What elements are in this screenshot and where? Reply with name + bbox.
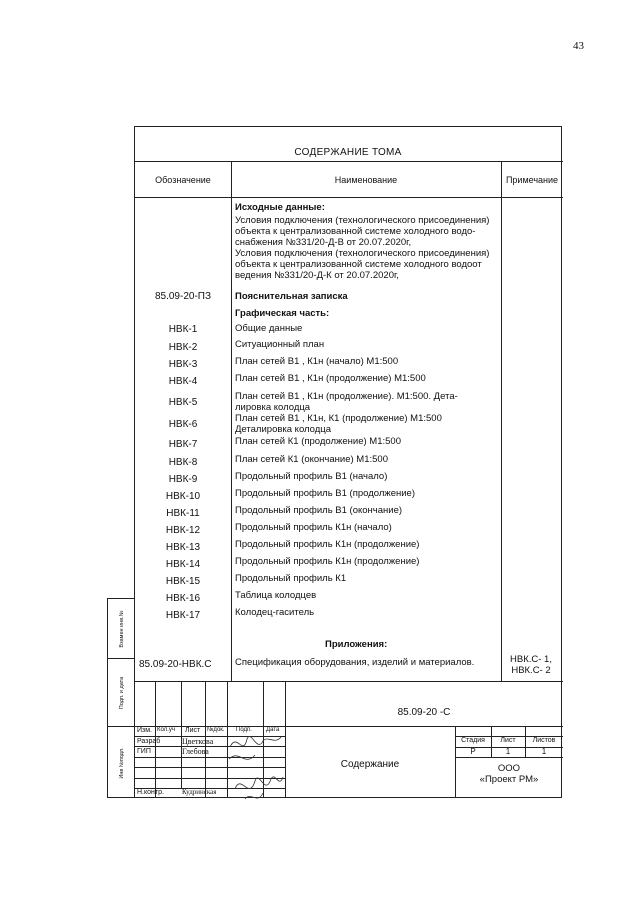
row-name: Общие данные [235,323,303,334]
col-divider-2 [501,161,502,681]
row-code: НВК-16 [165,593,201,604]
col-header-kolich: Кол.уч [157,727,175,733]
row-name: План сетей В1 , К1н (продолжение) М1:500 [235,373,426,384]
row-code: НВК-17 [165,610,201,621]
person-developer: Цветкова [182,737,214,746]
side-label-replace: Взамен инв.№ [118,609,125,648]
header-note: Примечание [505,175,559,185]
org-line-2: «Проект РМ» [479,774,539,785]
row-code: НВК-9 [168,474,198,485]
stage-label: Стадия [461,737,485,744]
sheet-value: 1 [505,747,511,756]
row-name: Продольный профиль К1н (продолжение) [235,556,420,567]
appendix-name: Спецификация оборудования, изделий и материалов. [235,657,475,668]
side-cell-replace [108,599,135,659]
row-name: Продольный профиль В1 (продолжение) [235,488,416,499]
row-name: План сетей В1 , К1н (продолжение). М1:500. Дета- [235,391,458,402]
appendix-heading: Приложения: [325,639,388,650]
stage-value: Р [470,747,476,756]
side-cell-inv [108,727,135,799]
title-block-top-line [135,681,563,682]
row-code: НВК-12 [165,525,201,536]
org-line-1: ООО [497,763,521,774]
row-name: Исходные данные: [235,202,325,213]
role-gip: ГИП [137,748,151,755]
role-norm-control: Н.контр. [137,789,164,796]
row-name: Графическая часть: [235,308,330,319]
side-cell-sign [108,659,135,727]
col-header-data: Дата [266,727,280,733]
appendix-note-1: НВК.С- 1, [510,654,552,665]
row-name: Таблица колодцев [235,590,317,601]
row-name: Продольный профиль В1 (начало) [235,471,388,482]
appendix-code: 85.09-20-НВК.С [139,659,212,670]
row-name: План сетей В1 , К1н, К1 (продолжение) М1:500 [235,413,442,424]
row-code: НВК-4 [168,376,198,387]
header-bottom-line [135,197,563,198]
row-code: НВК-6 [168,419,198,430]
row-name: Продольный профиль К1н (продолжение) [235,539,420,550]
row-code: 85.09-20-ПЗ [154,291,212,302]
row-code: НВК-2 [168,342,198,353]
side-label-inv: Инв №подл. [118,747,125,779]
page-number: 43 [573,40,584,52]
col-divider-1 [231,161,232,681]
row-name: Деталировка колодца [235,424,332,435]
signature-marks [225,727,285,807]
header-designation: Обозначение [155,175,211,185]
document-frame [134,126,562,798]
row-name: ведения №331/20-Д-К от 20.07.2020г, [235,270,399,281]
title-block-line [455,757,563,758]
row-name: объекта к централизованной системе холодного водо- [235,226,476,237]
col-header-izm: Изм. [137,727,152,734]
title-block-divider [285,681,286,798]
row-name: План сетей К1 (окончание) М1:500 [235,454,388,465]
row-name: Продольный профиль К1н (начало) [235,522,392,533]
row-code: НВК-5 [168,397,198,408]
person-norm-control: Кудринская [182,788,217,796]
row-code: НВК-11 [166,508,200,519]
row-name: План сетей В1 , К1н (начало) М1:500 [235,356,399,367]
row-name: лировка колодца [235,402,311,413]
row-name: Продольный профиль К1 [235,573,347,584]
row-name: Условия подключения (технологического присоединения) [235,248,490,259]
row-code: НВК-15 [165,576,201,587]
sheets-label: Листов [532,737,556,744]
row-name: Ситуационный план [235,339,325,350]
row-code: НВК-1 [168,324,198,335]
row-name: Условия подключения (технологического присоединения) [235,215,490,226]
sheets-value: 1 [541,747,547,756]
col-header-ndoc: №док. [207,727,225,733]
row-name: объекта к централизованной системе холодного водоот [235,259,482,270]
row-name: Колодец-гаситель [235,607,315,618]
row-name: План сетей К1 (продолжение) М1:500 [235,436,401,447]
row-code: НВК-3 [168,359,198,370]
header-top-line [135,161,563,162]
sheet-label: Лист [500,737,516,744]
role-developer: Разраб [137,738,161,745]
col-header-podp: Подп. [236,727,252,733]
row-name: снабжения №331/20-Д-В от 20.07.2020г, [235,237,412,248]
appendix-note-2: НВК.С- 2 [511,665,551,676]
row-name: Пояснительная записка [235,291,348,302]
row-code: НВК-7 [168,439,198,450]
title-block-col [181,681,182,788]
row-name: Продольный профиль В1 (окончание) [235,505,403,516]
title-block-doc-code: 85.09-20 -С [397,707,451,718]
side-strip [107,598,134,798]
sheet-title: Содержание [340,759,400,770]
header-name: Наименование [334,175,398,185]
document-title: СОДЕРЖАНИЕ ТОМА [294,147,402,158]
col-header-list: Лист [185,727,201,734]
side-label-sign: Подп. и дата [118,676,125,709]
row-code: НВК-13 [165,542,201,553]
person-gip: Глебова [182,747,209,756]
row-code: НВК-8 [168,457,198,468]
row-code: НВК-10 [165,491,201,502]
row-code: НВК-14 [165,559,201,570]
